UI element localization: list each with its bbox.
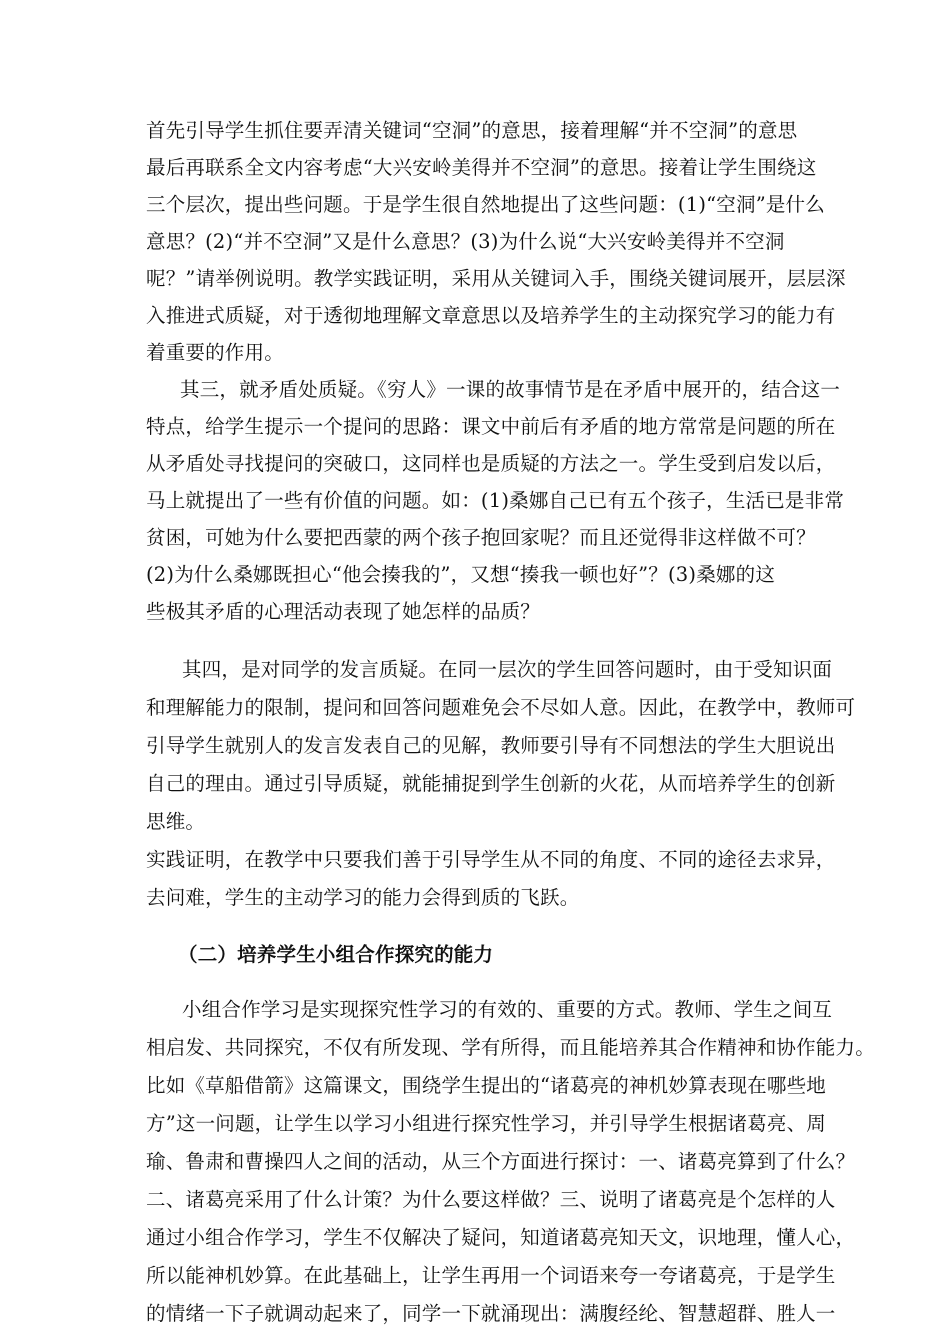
text-line: 引导学生就别人的发言发表自己的见解，教师要引导有不同想法的学生大胆说出 xyxy=(146,734,836,757)
text-line: 其四，是对同学的发言质疑。在同一层次的学生回答问题时，由于受知识面 xyxy=(182,658,833,681)
text-line: 首先引导学生抓住要弄清关键词“空洞”的意思，接着理解“并不空洞”的意思 xyxy=(146,119,798,142)
text-line: 入推进式质疑，对于透彻地理解文章意思以及培养学生的主动探究学习的能力有 xyxy=(146,304,836,327)
text-line: 从矛盾处寻找提问的突破口，这同样也是质疑的方法之一。学生受到启发以后， xyxy=(146,452,836,475)
text-line: 所以能神机妙算。在此基础上，让学生再用一个词语来夸一夸诸葛亮，于是学生 xyxy=(146,1264,836,1287)
text-line: 通过小组合作学习，学生不仅解决了疑问，知道诸葛亮知天文，识地理，懂人心， xyxy=(146,1226,856,1249)
text-line: (2)为什么桑娜既担心“他会揍我的”，又想“揍我一顿也好”？(3)桑娜的这 xyxy=(146,563,776,586)
text-line: 瑜、鲁肃和曹操四人之间的活动，从三个方面进行探讨：一、诸葛亮算到了什么？ xyxy=(146,1150,856,1173)
text-line: 呢？”请举例说明。教学实践证明，采用从关键词入手，围绕关键词展开，层层深 xyxy=(146,267,846,290)
text-line: 些极其矛盾的心理活动表现了她怎样的品质？ xyxy=(146,600,541,623)
text-line: 其三，就矛盾处质疑。《穷人》一课的故事情节是在矛盾中展开的，结合这一 xyxy=(180,378,841,401)
text-line: 思维。 xyxy=(146,810,206,833)
text-line: 去问难，学生的主动学习的能力会得到质的飞跃。 xyxy=(146,886,580,909)
text-line: 三个层次，提出些问题。于是学生很自然地提出了这些问题：(1)“空洞”是什么 xyxy=(146,193,825,216)
text-line: 比如《草船借箭》这篇课文，围绕学生提出的“诸葛亮的神机妙算表现在哪些地 xyxy=(146,1074,826,1097)
section-heading: （二）培养学生小组合作探究的能力 xyxy=(178,943,494,966)
text-line: 和理解能力的限制，提问和回答问题难免会不尽如人意。因此，在教学中，教师可 xyxy=(146,696,856,719)
text-line: 相启发、共同探究，不仅有所发现、学有所得，而且能培养其合作精神和协作能力。 xyxy=(146,1036,875,1059)
text-line: 贫困，可她为什么要把西蒙的两个孩子抱回家呢？而且还觉得非这样做不可？ xyxy=(146,526,816,549)
text-line: 特点，给学生提示一个提问的思路：课文中前后有矛盾的地方常常是问题的所在 xyxy=(146,415,836,438)
text-line: 最后再联系全文内容考虑“大兴安岭美得并不空洞”的意思。接着让学生围绕这 xyxy=(146,156,817,179)
text-line: 实践证明，在教学中只要我们善于引导学生从不同的角度、不同的途径去求异， xyxy=(146,848,836,871)
text-line: 自己的理由。通过引导质疑，就能捕捉到学生创新的火花，从而培养学生的创新 xyxy=(146,772,836,795)
text-line: 意思？(2)“并不空洞”又是什么意思？(3)为什么说“大兴安岭美得并不空洞 xyxy=(146,230,785,253)
text-line: 着重要的作用。 xyxy=(146,341,284,364)
text-line: 方”这一问题，让学生以学习小组进行探究性学习，并引导学生根据诸葛亮、周 xyxy=(146,1112,826,1135)
text-line: 的情绪一下子就调动起来了，同学一下就涌现出：满腹经纶、智慧超群、胜人一 xyxy=(146,1302,836,1325)
text-line: 小组合作学习是实现探究性学习的有效的、重要的方式。教师、学生之间互 xyxy=(182,998,833,1021)
text-line: 马上就提出了一些有价值的问题。如：(1)桑娜自己已有五个孩子，生活已是非常 xyxy=(146,489,845,512)
text-line: 二、诸葛亮采用了什么计策？为什么要这样做？三、说明了诸葛亮是个怎样的人 xyxy=(146,1188,836,1211)
